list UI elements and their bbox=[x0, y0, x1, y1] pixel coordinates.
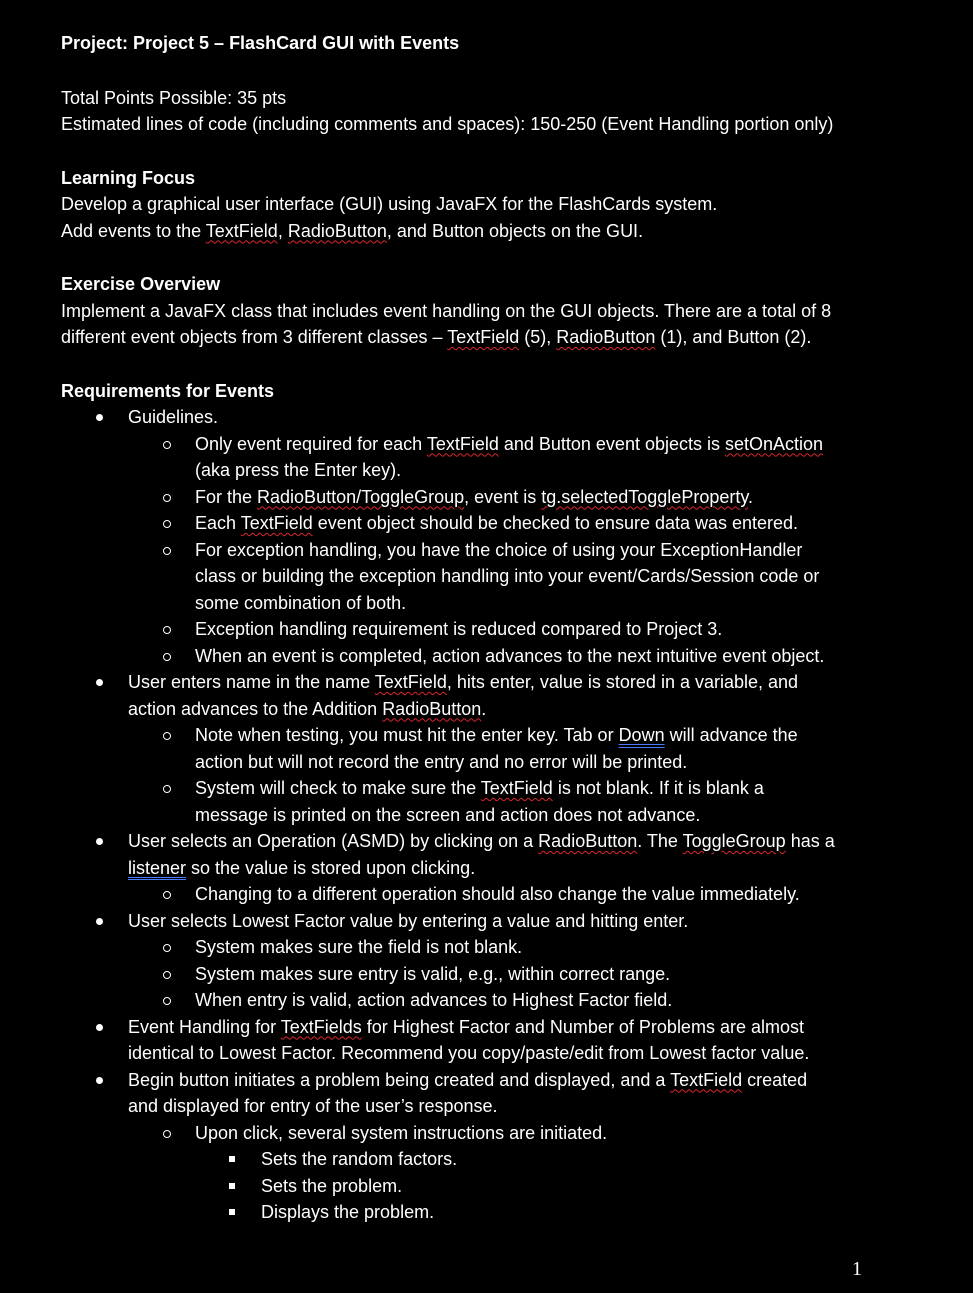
document-title: Project: Project 5 – FlashCard GUI with Events bbox=[61, 33, 460, 53]
square-bullet-icon bbox=[229, 1156, 235, 1162]
bullet-icon bbox=[96, 918, 103, 925]
list-item: Displays the problem. bbox=[61, 1199, 921, 1226]
square-bullet-icon bbox=[229, 1209, 235, 1215]
spelling-flag: RadioButton bbox=[556, 327, 656, 347]
list-item: Only event required for each TextField and Button event objects is setOnAction (aka press the Enter key). bbox=[61, 431, 921, 484]
list-item: Note when testing, you must hit the enter key. Tab or Down will advance the action but will not record the entry and no error will be printed. bbox=[61, 722, 921, 775]
spelling-flag: RadioButton/ToggleGroup bbox=[257, 486, 465, 507]
learning-focus-heading: Learning Focus bbox=[61, 167, 196, 188]
square-bullet-icon bbox=[229, 1183, 235, 1189]
hollow-bullet-icon bbox=[163, 732, 171, 740]
hollow-bullet-icon bbox=[163, 1130, 171, 1138]
spelling-flag: TextField bbox=[670, 1069, 743, 1090]
spelling-flag: setOnAction bbox=[725, 433, 824, 454]
document-page bbox=[61, 30, 921, 1226]
grammar-flag: listener bbox=[128, 857, 187, 878]
list-item: System makes sure entry is valid, e.g., within correct range. bbox=[61, 961, 921, 988]
hollow-bullet-icon bbox=[163, 891, 171, 899]
bullet-icon bbox=[96, 414, 103, 421]
spelling-flag: TextField bbox=[205, 220, 278, 241]
spelling-flag: RadioButton bbox=[287, 220, 387, 241]
spelling-flag: ToggleGroup bbox=[682, 831, 786, 851]
list-item: Sets the problem. bbox=[61, 1173, 921, 1200]
list-item: When entry is valid, action advances to Highest Factor field. bbox=[61, 987, 921, 1014]
list-item: Changing to a different operation should also change the value immediately. bbox=[61, 881, 921, 908]
hollow-bullet-icon bbox=[163, 441, 171, 449]
page-number: 1 bbox=[852, 1258, 862, 1280]
hollow-bullet-icon bbox=[163, 997, 171, 1005]
grammar-flag: Down bbox=[618, 725, 665, 745]
list-item: User selects Lowest Factor value by entering a value and hitting enter. bbox=[61, 908, 921, 935]
spelling-flag: TextField bbox=[447, 327, 520, 347]
spelling-flag: tg.selectedToggleProperty bbox=[541, 486, 749, 507]
hollow-bullet-icon bbox=[163, 494, 171, 502]
hollow-bullet-icon bbox=[163, 520, 171, 528]
bullet-icon bbox=[96, 1024, 103, 1031]
list-item: When an event is completed, action advances to the next intuitive event object. bbox=[61, 643, 921, 670]
hollow-bullet-icon bbox=[163, 653, 171, 661]
list-item: Sets the random factors. bbox=[61, 1146, 921, 1173]
estimated-loc: Estimated lines of code (including comments and spaces): 150-250 (Event Handling portion only) bbox=[61, 114, 834, 134]
list-item: User enters name in the name TextField, hits enter, value is stored in a variable, and action advances to the Addition RadioButton. bbox=[61, 669, 921, 722]
requirements-list bbox=[61, 404, 921, 1226]
list-item: For the RadioButton/ToggleGroup, event is tg.selectedToggleProperty. bbox=[61, 484, 921, 511]
spelling-flag: TextField bbox=[240, 513, 313, 533]
list-item: Begin button initiates a problem being created and displayed, and a TextField created and displayed for entry of the user’s response. bbox=[61, 1067, 921, 1120]
total-points: Total Points Possible: 35 pts bbox=[61, 87, 287, 108]
learning-focus-line-1: Develop a graphical user interface (GUI) using JavaFX for the FlashCards system. bbox=[61, 194, 718, 214]
bullet-icon bbox=[96, 679, 103, 686]
list-item: For exception handling, you have the choice of using your ExceptionHandler class or building the exception handling into your event/Cards/Session code or some combination of both. bbox=[61, 537, 921, 617]
list-item: System will check to make sure the TextField is not blank. If it is blank a message is printed on the screen and action does not advance. bbox=[61, 775, 921, 828]
hollow-bullet-icon bbox=[163, 626, 171, 634]
list-item: Upon click, several system instructions are initiated. bbox=[61, 1120, 921, 1147]
requirements-heading: Requirements for Events bbox=[61, 380, 275, 401]
list-item: User selects an Operation (ASMD) by clicking on a RadioButton. The ToggleGroup has a listener so the value is stored upon clicking. bbox=[61, 828, 921, 881]
spelling-flag: RadioButton bbox=[382, 698, 482, 719]
spelling-flag: RadioButton bbox=[538, 831, 638, 851]
spelling-flag: TextField bbox=[480, 778, 553, 798]
spelling-flag: TextFields bbox=[280, 1016, 362, 1037]
hollow-bullet-icon bbox=[163, 971, 171, 979]
list-item: Event Handling for TextFields for Highest Factor and Number of Problems are almost identical to Lowest Factor. Recommend you copy/paste/edit from Lowest factor value. bbox=[61, 1014, 921, 1067]
hollow-bullet-icon bbox=[163, 785, 171, 793]
exercise-overview-heading: Exercise Overview bbox=[61, 274, 221, 294]
list-item: Guidelines. bbox=[61, 404, 921, 431]
hollow-bullet-icon bbox=[163, 547, 171, 555]
spelling-flag: TextField bbox=[374, 672, 447, 692]
list-item: System makes sure the field is not blank. bbox=[61, 934, 921, 961]
bullet-icon bbox=[96, 838, 103, 845]
hollow-bullet-icon bbox=[163, 944, 171, 952]
list-item: Each TextField event object should be checked to ensure data was entered. bbox=[61, 510, 921, 537]
learning-focus-line-2: Add events to the TextField, RadioButton, and Button objects on the GUI. bbox=[61, 220, 644, 241]
exercise-overview-line-1: Implement a JavaFX class that includes event handling on the GUI objects. There are a total of 8 bbox=[61, 300, 832, 321]
list-item: Exception handling requirement is reduced compared to Project 3. bbox=[61, 616, 921, 643]
spelling-flag: TextField bbox=[426, 433, 499, 454]
bullet-icon bbox=[96, 1077, 103, 1084]
exercise-overview-line-2: different event objects from 3 different classes – TextField (5), RadioButton (1), and Button (2). bbox=[61, 327, 812, 347]
